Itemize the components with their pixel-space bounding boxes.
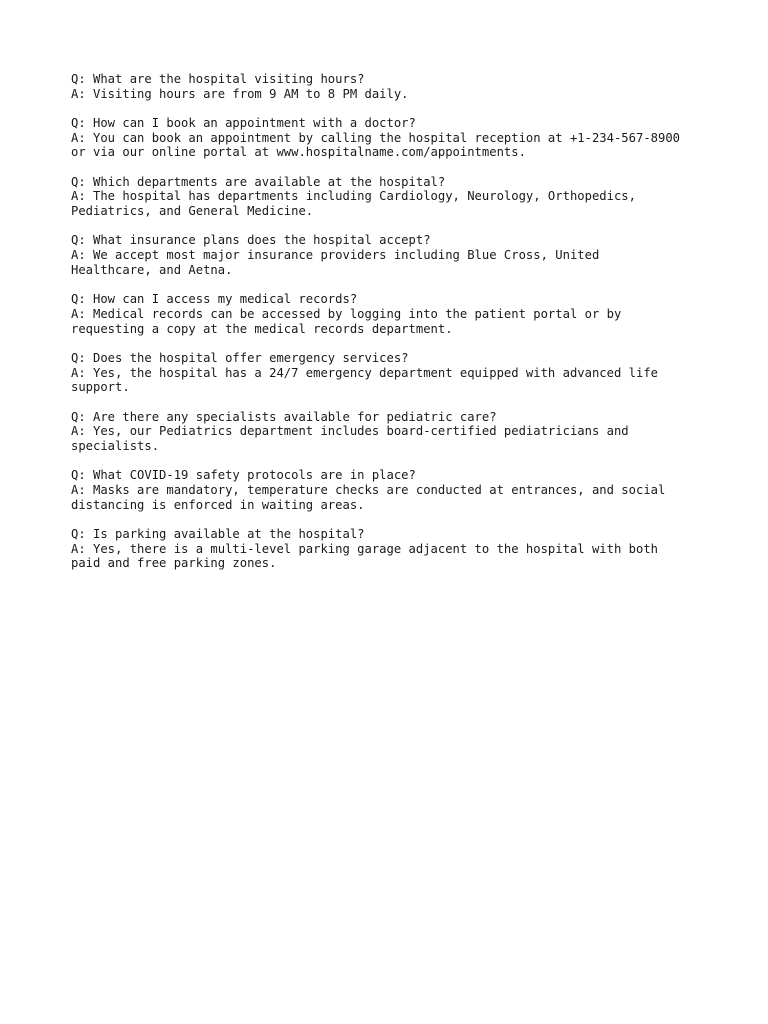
faq-question: Q: What are the hospital visiting hours? xyxy=(71,72,365,86)
faq-item xyxy=(71,527,731,571)
faq-question: Q: Are there any specialists available for pediatric care? xyxy=(71,409,497,424)
faq-answer-line: A: Yes, our Pediatrics department includes board-certified pediatricians and xyxy=(71,424,629,439)
faq-item xyxy=(71,116,731,160)
faq-answer-line: distancing is enforced in waiting areas. xyxy=(71,497,365,512)
faq-item xyxy=(71,351,731,395)
faq-question: Q: What insurance plans does the hospital accept? xyxy=(71,233,431,248)
faq-answer-line: A: Masks are mandatory, temperature checks are conducted at entrances, and social xyxy=(71,482,666,497)
faq-answer-line: Pediatrics, and General Medicine. xyxy=(71,204,314,219)
faq-item xyxy=(71,175,731,219)
faq-item xyxy=(71,72,731,101)
faq-answer-line: A: Visiting hours are from 9 AM to 8 PM daily. xyxy=(71,86,409,101)
faq-answer-line: A: We accept most major insurance providers including Blue Cross, United xyxy=(71,248,600,263)
faq-question: Q: Which departments are available at the hospital? xyxy=(71,174,446,189)
faq-question: Q: Is parking available at the hospital? xyxy=(71,526,365,541)
faq-question: Q: What COVID-19 safety protocols are in place? xyxy=(71,468,416,483)
faq-question: Q: How can I access my medical records? xyxy=(71,292,358,307)
faq-answer-line: A: You can book an appointment by calling the hospital reception at +1-234-567-8900 xyxy=(71,130,681,145)
faq-answer-line: or via our online portal at www.hospitalname.com/appointments. xyxy=(71,145,526,160)
faq-item xyxy=(71,292,731,336)
faq-answer-line: A: Yes, the hospital has a 24/7 emergency department equipped with advanced life xyxy=(71,365,658,380)
faq-question: Q: How can I book an appointment with a doctor? xyxy=(71,116,416,130)
faq-answer-line: requesting a copy at the medical records department. xyxy=(71,321,453,336)
faq-answer-line: A: Yes, there is a multi-level parking garage adjacent to the hospital with both xyxy=(71,541,658,556)
faq-item xyxy=(71,468,731,512)
faq-answer-line: support. xyxy=(71,380,130,395)
faq-answer-line: paid and free parking zones. xyxy=(71,556,277,571)
faq-document xyxy=(71,72,731,586)
faq-answer-line: A: The hospital has departments including Cardiology, Neurology, Orthopedics, xyxy=(71,189,636,204)
faq-answer-line: A: Medical records can be accessed by logging into the patient portal or by xyxy=(71,306,622,321)
faq-answer-line: Healthcare, and Aetna. xyxy=(71,262,233,277)
faq-question: Q: Does the hospital offer emergency services? xyxy=(71,350,409,365)
faq-item xyxy=(71,233,731,277)
faq-answer-line: specialists. xyxy=(71,438,160,453)
faq-item xyxy=(71,410,731,454)
